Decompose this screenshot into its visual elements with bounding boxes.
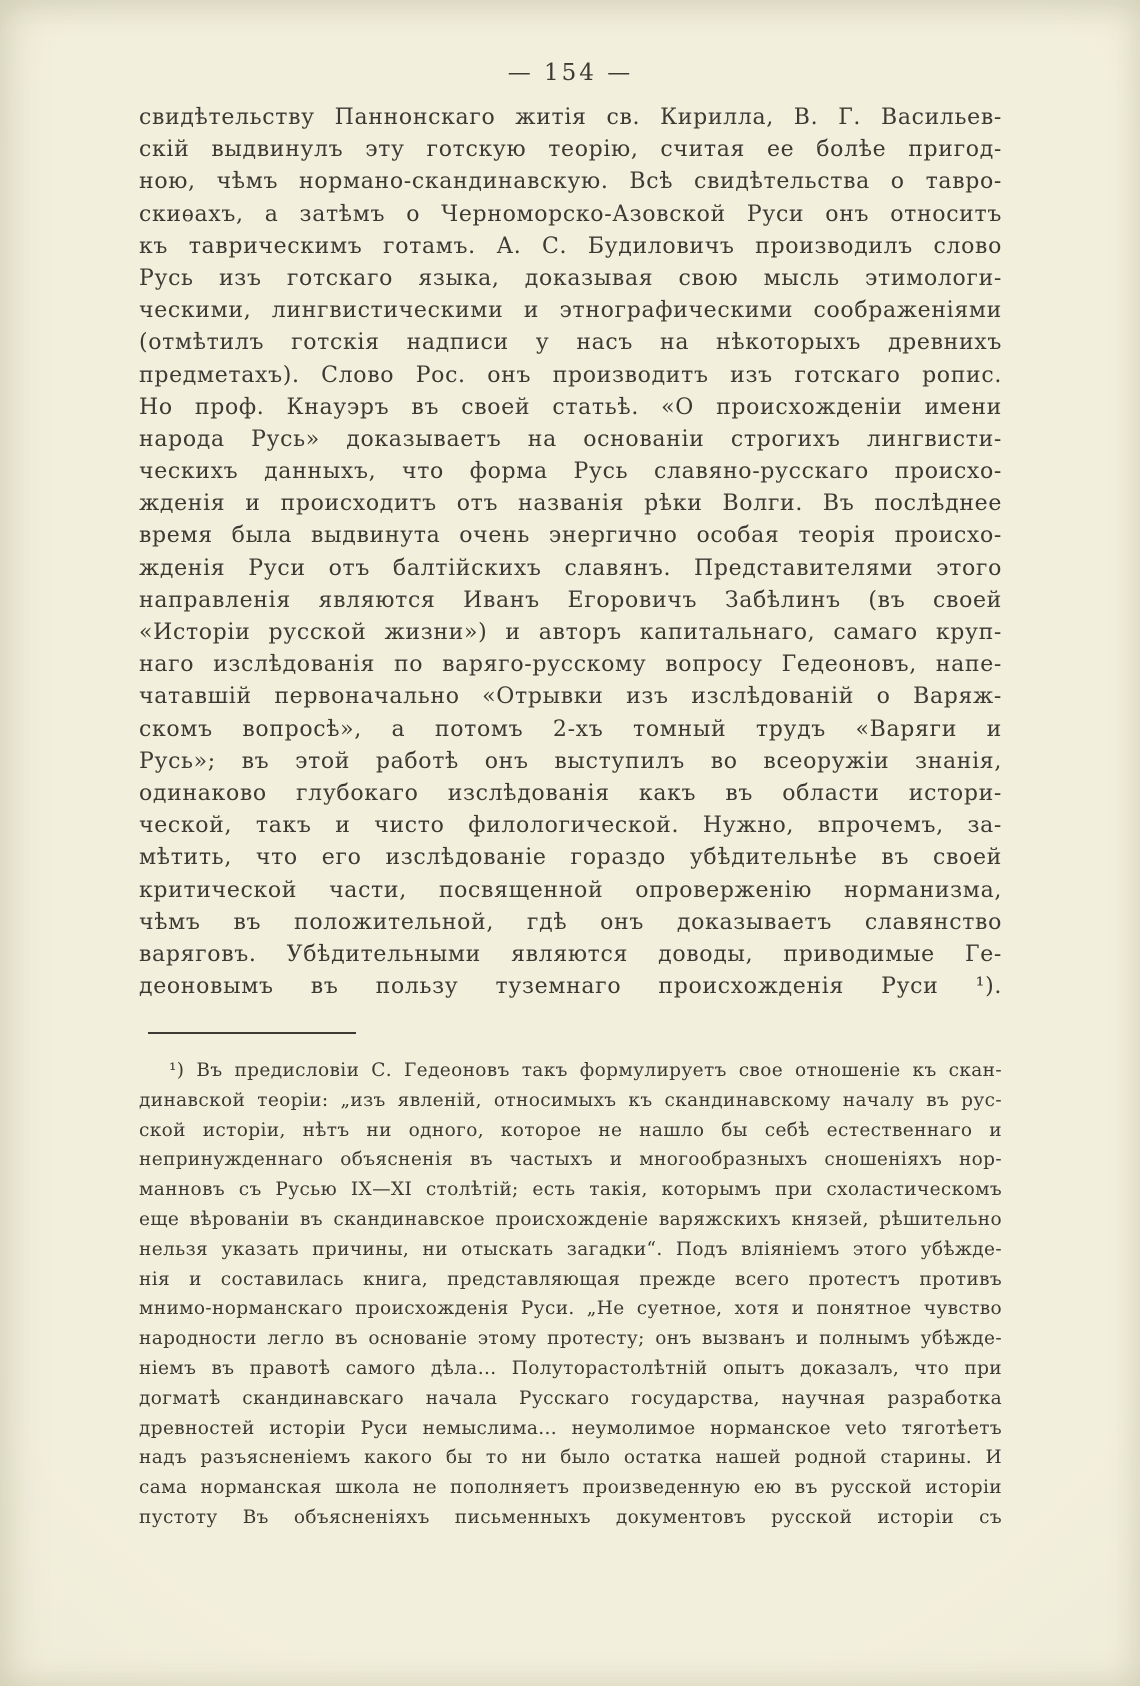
text-line: направленія являются Иванъ Егоровичъ Забѣлинъ (въ своей (139, 587, 1002, 613)
text-line: ною, чѣмъ нормано-скандинавскую. Всѣ свидѣтельства о тавро- (139, 169, 1002, 195)
text-line: жденія и происходитъ отъ названія рѣки Волги. Въ послѣднее (139, 491, 1002, 517)
text-line: нія и составилась книга, представляющая прежде всего протестъ противъ (139, 1268, 1002, 1290)
text-line: предметахъ). Слово Рос. онъ производитъ изъ готскаго ропис. (139, 362, 1002, 388)
text-line: ческихъ данныхъ, что форма Русь славяно-русскаго происхо- (139, 459, 1002, 485)
text-line: Русь изъ готскаго языка, доказывая свою мысль этимологи- (139, 265, 1002, 291)
text-line: нельзя указать причины, ни отыскать загадки“. Подъ вліяніемъ этого убѣжде- (139, 1238, 1002, 1260)
text-line: скомъ вопросѣ», а потомъ 2-хъ томный трудъ «Варяги и (139, 716, 1002, 742)
text-line: скиѳахъ, а затѣмъ о Черноморско-Азовской Руси онъ относитъ (139, 201, 1002, 227)
text-line: манновъ съ Русью IX—XI столѣтій; есть такія, которымъ при схоластическомъ (139, 1179, 1002, 1201)
text-line: ніемъ въ правотѣ самого дѣла... Полуторастолѣтній опытъ доказалъ, что при (139, 1357, 1002, 1379)
text-line: свидѣтельству Паннонскаго житія св. Кирилла, В. Г. Васильев- (139, 105, 1002, 130)
main-text-block (139, 102, 1002, 1003)
text-line: скій выдвинулъ эту готскую теорію, считая ее болѣе пригод- (139, 137, 1002, 163)
text-line: древностей исторіи Руси немыслима... неумолимое норманское veto тяготѣетъ (139, 1417, 1002, 1439)
text-line: наго изслѣдованія по варяго-русскому вопросу Гедеоновъ, напе- (139, 652, 1002, 678)
text-line: еще вѣрованіи въ скандинавское происхожденіе варяжскихъ князей, рѣшительно (139, 1208, 1002, 1230)
text-line: догматѣ скандинавскаго начала Русскаго государства, научная разработка (139, 1387, 1002, 1409)
text-line: ской исторіи, нѣтъ ни одного, которое не нашло бы себѣ естественнаго и (139, 1119, 1002, 1141)
text-line: ¹) Въ предисловіи С. Гедеоновъ такъ формулируетъ свое отношеніе къ скан- (169, 1060, 1002, 1081)
text-line: мнимо-норманскаго происхожденія Руси. „Не суетное, хотя и понятное чувство (139, 1298, 1002, 1320)
footnote-separator-rule (148, 1032, 356, 1034)
text-line: народа Русь» доказываетъ на основаніи строгихъ лингвисти- (139, 426, 1002, 452)
text-line: Но проф. Кнауэръ въ своей статьѣ. «О происхожденіи имени (139, 394, 1002, 420)
text-line: жденія Руси отъ балтійскихъ славянъ. Представителями этого (139, 555, 1002, 581)
text-line: ческими, лингвистическими и этнографическими соображеніями (139, 298, 1002, 324)
text-line: народности легло въ основаніе этому протесту; онъ вызванъ и полнымъ убѣжде- (139, 1328, 1002, 1350)
text-line: Русь»; въ этой работѣ онъ выступилъ во всеоружіи знанія, (139, 748, 1002, 774)
text-line: динавской теоріи: „изъ явленій, относимыхъ къ скандинавскому началу въ рус- (139, 1089, 1002, 1111)
text-line: мѣтить, что его изслѣдованіе гораздо убѣдительнѣе въ своей (139, 845, 1002, 871)
text-line: чатавшій первоначально «Отрывки изъ изслѣдованій о Варяж- (139, 684, 1002, 710)
text-line: одинаково глубокаго изслѣдованія какъ въ области истори- (139, 780, 1002, 806)
text-line: чѣмъ въ положительной, гдѣ онъ доказываетъ славянство (139, 909, 1002, 935)
text-line: деоновымъ въ пользу туземнаго происхожденія Руси ¹). (139, 974, 1002, 1000)
text-line: непринужденнаго объясненія въ частыхъ и многообразныхъ сношеніяхъ нор- (139, 1149, 1002, 1171)
text-line: надъ разъясненіемъ какого бы то ни было остатка нашей родной старины. И (139, 1447, 1002, 1469)
text-line: (отмѣтилъ готскія надписи у насъ на нѣкоторыхъ древнихъ (139, 330, 1002, 356)
text-line: варяговъ. Убѣдительными являются доводы, приводимые Ге- (139, 941, 1002, 967)
text-line: ческой, такъ и чисто филологической. Нужно, впрочемъ, за- (139, 813, 1002, 839)
page-number: — 154 — (507, 60, 634, 86)
text-line: пустоту Въ объясненіяхъ письменныхъ документовъ русской исторіи съ (139, 1506, 1002, 1528)
footnote-block (139, 1056, 1002, 1533)
text-line: время была выдвинута очень энергично особая теорія происхо- (139, 523, 1002, 549)
text-line: «Исторіи русской жизни») и авторъ капитальнаго, самаго круп- (139, 620, 1002, 645)
text-line: къ таврическимъ готамъ. А. С. Будиловичъ производилъ слово (139, 233, 1002, 259)
text-line: сама норманская школа не пополняетъ произведенную ею въ русской исторіи (139, 1477, 1002, 1499)
text-line: критической части, посвященной опроверженію норманизма, (139, 877, 1002, 903)
